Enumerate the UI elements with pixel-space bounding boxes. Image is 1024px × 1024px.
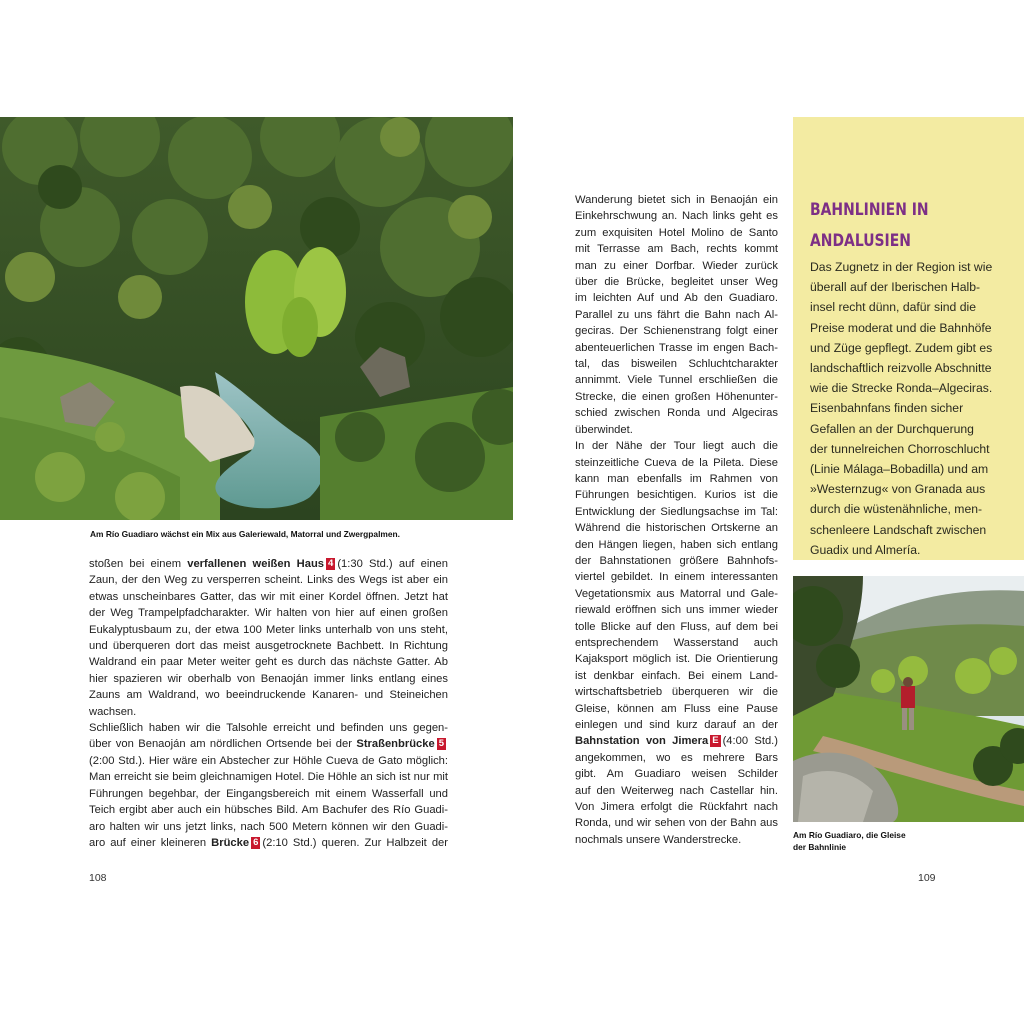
left-body-text — [89, 556, 448, 851]
text-line — [89, 704, 448, 720]
text-line — [89, 802, 448, 818]
text-run: Schließlich haben wir die Talsohle erreicht und befinden uns gegen- — [89, 722, 448, 735]
info-box-rail-lines — [793, 117, 1024, 560]
bold-place-name: verfallenen weißen Haus — [187, 558, 325, 570]
info-box-line: (Linie Málaga–Bobadilla) und am — [810, 462, 989, 477]
text-run: Waldrand ein paar Meter weiter geht es durch das nächste Gatter. Ab — [89, 656, 448, 669]
text-line — [575, 290, 778, 306]
text-line — [575, 832, 778, 848]
text-line — [575, 504, 778, 520]
text-run: steinzeitliche Cueva de la Pileta. Diese — [575, 456, 778, 469]
text-run: Wanderung bietet sich in Benaoján ein — [575, 194, 778, 206]
text-line — [575, 750, 778, 766]
text-line — [575, 766, 778, 782]
text-run: Von Jimera erfolgt die Rückfahrt nach — [575, 801, 778, 814]
waypoint-marker: E — [712, 735, 719, 747]
left-photo-caption: Am Río Guadiaro wächst ein Mix aus Galeriewald, Matorral und Zwergpalmen. — [90, 529, 400, 539]
text-line — [575, 258, 778, 274]
text-line — [575, 569, 778, 585]
text-run: viertel gebildet. In einem interessanten — [575, 571, 778, 584]
info-box-line: Gefallen an der Durchquerung — [810, 421, 974, 436]
text-line — [575, 520, 778, 536]
text-line — [575, 537, 778, 553]
info-box-line: schenleere Landschaft zwischen — [810, 522, 987, 537]
text-line — [575, 635, 778, 651]
text-line — [89, 687, 448, 703]
text-line — [89, 835, 448, 851]
info-box-title-line-1: BAHNLINIEN IN — [810, 200, 929, 220]
text-run: etwas unscheinbares Gatter, das wir mit einer Kordel öffnen. Jetzt hat — [89, 590, 448, 603]
text-line — [89, 720, 448, 736]
info-box-text — [810, 257, 1015, 560]
river-landscape-photo — [0, 117, 513, 520]
page-number-right: 109 — [918, 872, 936, 884]
hiker-trail-photo — [793, 576, 1024, 822]
text-run: überwindet. — [575, 423, 633, 436]
text-run: mit Terrasse am Bach, rechts kommt — [575, 243, 778, 256]
text-run: über die Brücke, begleitet unser Weg — [575, 276, 778, 289]
text-line — [575, 733, 778, 749]
text-line — [575, 684, 778, 700]
text-run: tal, das bisweilen Schluchtcharakter — [575, 358, 778, 371]
text-run: (4:00 Std.) — [722, 735, 778, 748]
text-line — [89, 622, 448, 638]
text-line — [89, 654, 448, 670]
right-photo-caption-line-2: der Bahnlinie — [793, 842, 847, 852]
info-box-line: »Westernzug« von Granada aus — [810, 482, 986, 497]
info-box-line: Preise moderat und die Bahnhöfe — [810, 320, 992, 335]
text-run: Gleise, können am Fluss eine Pause — [575, 702, 778, 715]
text-line — [89, 605, 448, 621]
text-line — [575, 422, 778, 438]
text-run: einlegen und sind kurz darauf an der — [575, 719, 778, 731]
text-run: (1:30 Std.) auf einen — [337, 558, 448, 570]
text-run: annimmt. Viele Tunnel erschließen die — [575, 374, 778, 387]
text-line — [575, 668, 778, 684]
text-line — [575, 323, 778, 339]
text-line — [575, 701, 778, 717]
text-run: den Hängen liegen, haben sich entlang — [575, 538, 778, 551]
text-run: aro halten wir uns jetzt links, nach 500 Metern können wir den Guadi- — [89, 820, 448, 833]
text-run: aro auf einer kleineren — [89, 836, 212, 849]
text-run: Zauns am Waldrand, wo beeindruckende Kanaren- und Steineichen — [89, 689, 448, 702]
text-run: (2:10 Std.) queren. Zur Halbzeit der — [262, 836, 448, 849]
text-run: nochmals unsere Wanderstrecke. — [575, 833, 742, 846]
info-box-line: der tunnelreichen Chorroschlucht — [810, 441, 990, 456]
info-box-title-line-2: ANDALUSIEN — [810, 231, 911, 251]
text-run: Parallel zu uns fährt die Bahn nach Al- — [575, 308, 778, 321]
text-run: Teich ergibt aber auch ein hübsches Bild. Am Bachufer des Río Guadi- — [89, 804, 448, 817]
text-line — [575, 783, 778, 799]
right-body-text — [575, 192, 778, 848]
bold-place-name: Brücke — [211, 836, 250, 849]
text-run: Entwicklung der Siedlungsachse im Tal: — [575, 505, 778, 518]
text-run: Man erreicht sie beim gleichnamigen Hotel. Die Höhle an sich ist nur mit — [89, 771, 448, 784]
info-box-line: und Züge gepflegt. Zudem gibt es — [810, 340, 993, 355]
text-line — [89, 671, 448, 687]
text-run: Vegetationsmix aus Matorral und Gale- — [575, 587, 778, 600]
text-line — [575, 815, 778, 831]
waypoint-marker: 4 — [328, 558, 334, 569]
text-line — [575, 586, 778, 602]
text-line — [575, 208, 778, 224]
text-run: ist denkbar einfach. Bei einem Land- — [575, 669, 778, 682]
text-line — [575, 438, 778, 454]
text-run: Strecke, die einen großen Höhenunter- — [575, 390, 778, 403]
text-line — [575, 799, 778, 815]
bold-place-name: Bahnstation von Jimera — [575, 735, 709, 748]
text-line — [575, 553, 778, 569]
text-run: Einkehrschwung an. Nach links geht es — [575, 210, 778, 223]
text-run: über von Benaoján am nördlichen Ortsende bei der — [89, 738, 357, 751]
text-run: Ronda, und wir sehen von der Bahn aus — [575, 817, 778, 830]
info-box-title — [810, 195, 929, 257]
text-run: und überqueren dort das meist ausgetrocknete Bachbett. In Richtung — [89, 640, 448, 653]
bold-place-name: Straßenbrücke — [356, 738, 435, 751]
text-run: Führungen besichtigen. Kurios ist die — [575, 489, 778, 502]
waypoint-marker: 6 — [253, 836, 259, 848]
text-run: Während die historischen Ortskerne an — [575, 522, 778, 535]
text-line — [575, 241, 778, 257]
text-line — [575, 619, 778, 635]
text-run: In der Nähe der Tour liegt auch die — [575, 440, 778, 453]
text-run: riewald eröffnen sich uns immer wieder — [575, 604, 778, 617]
text-line — [89, 769, 448, 785]
text-line — [575, 651, 778, 667]
right-photo-caption — [793, 829, 906, 853]
text-line — [575, 274, 778, 290]
text-line — [575, 372, 778, 388]
info-box-line: insel recht dünn, dafür sind die — [810, 300, 976, 315]
info-box-line: landschaftlich reizvolle Abschnitte — [810, 361, 992, 376]
text-run: Führungen begehbar, der Eingangsbereich mit einem Wasserfall und — [89, 787, 448, 800]
text-run: entsprechendem Wasserstand auch — [575, 636, 778, 649]
text-line — [575, 356, 778, 372]
text-line — [575, 307, 778, 323]
text-line — [89, 638, 448, 654]
text-run: abenteuerlichen Trasse im engen Bach- — [575, 341, 778, 354]
text-line — [89, 589, 448, 605]
text-run: hier spazieren wir oberhalb von Benaoján immer links entlang eines — [89, 672, 448, 685]
text-line — [89, 556, 448, 572]
text-run: im leichten Auf und Ab den Guadiaro. — [575, 292, 778, 305]
text-line — [575, 602, 778, 618]
text-run: wachsen. — [89, 705, 137, 718]
text-line — [575, 717, 778, 733]
text-run: schied zwischen Ronda und Algeciras — [575, 407, 778, 420]
text-line — [575, 340, 778, 356]
text-run: Kajaksport möglich ist. Die Orientierung — [575, 653, 778, 666]
text-line — [575, 405, 778, 421]
text-line — [575, 455, 778, 471]
text-run: wirtschaftsbetrieb überqueren wir die — [575, 686, 778, 699]
text-run: stoßen bei einem — [89, 558, 188, 570]
text-run: (2:00 Std.). Hier wäre ein Abstecher zur Höhle Cueva de Gato möglich: — [89, 754, 448, 767]
text-run: der Weg Trampelpfadcharakter. Wir halten von hier auf einen großen — [89, 607, 448, 620]
text-line — [575, 471, 778, 487]
right-photo-caption-line-1: Am Río Guadiaro, die Gleise — [793, 830, 906, 840]
text-line — [89, 786, 448, 802]
info-box-line: wie die Strecke Ronda–Algeciras. — [810, 381, 993, 396]
text-run: Zaun, der den Weg zu versperren scheint. Links des Wegs ist aber ein — [89, 574, 448, 587]
text-run: geciras. Der Schienenstrang folgt einer — [575, 325, 778, 338]
info-box-line: Das Zugnetz in der Region ist wie — [810, 260, 993, 274]
text-line — [575, 225, 778, 241]
text-line — [89, 736, 448, 752]
info-box-line: durch die wüstenähnliche, men- — [810, 502, 983, 517]
text-line — [89, 753, 448, 769]
text-run: der Bahnstationen größere Bahnhofs- — [575, 554, 778, 567]
text-run: tolle Blicke auf den Fluss, auf dem bei — [575, 620, 778, 633]
info-box-line: überall auf der Iberischen Halb- — [810, 280, 981, 295]
info-box-line: Eisenbahnfans finden sicher — [810, 401, 964, 416]
text-run: zum exquisiten Hotel Molino de Santo — [575, 226, 778, 239]
text-line — [575, 487, 778, 503]
text-run: Eukalyptusbaum zu, der etwa 100 Meter links unterhalb von uns steht, — [89, 623, 448, 636]
text-run: gibt. Am Guadiaro weisen Schilder — [575, 768, 778, 781]
text-run: auf den Weiterweg nach Castellar hin. — [575, 784, 778, 797]
waypoint-marker: 5 — [438, 738, 444, 750]
text-run: man zu einer Dorfbar. Wieder zurück — [575, 259, 778, 272]
text-run: angekommen, wo es mehrere Bars — [575, 751, 778, 764]
page-number-left: 108 — [89, 872, 107, 884]
text-line — [575, 192, 778, 208]
text-line — [575, 389, 778, 405]
text-run: kann man ebenfalls im Rahmen von — [575, 472, 778, 485]
info-box-line: Guadix und Almería. — [810, 542, 921, 557]
text-line — [89, 572, 448, 588]
text-line — [89, 819, 448, 835]
